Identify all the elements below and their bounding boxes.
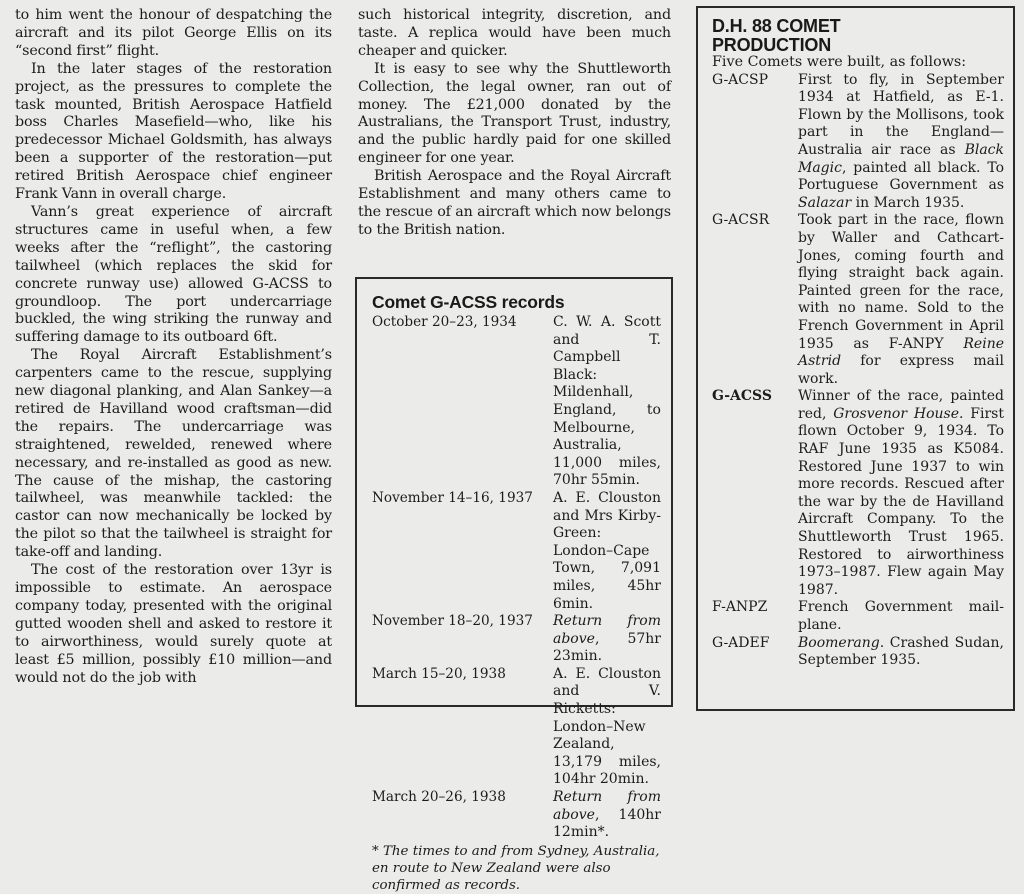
aircraft-name: Grosvenor House	[833, 405, 960, 422]
production-row	[712, 388, 1004, 599]
records-list	[372, 314, 661, 842]
history-text: First to fly, in September 1934 at Hatfield, as E-1. Flown by the Mollisons, took part in the England—Australia air race as	[798, 71, 1004, 158]
record-date: March 20–26, 1938	[372, 789, 506, 806]
record-row	[372, 789, 661, 842]
record-detail-wrap	[553, 789, 661, 842]
record-date: March 15–20, 1938	[372, 665, 506, 682]
registration-history	[798, 388, 1004, 599]
production-list	[712, 72, 1004, 670]
records-sidebar-box	[355, 277, 673, 893]
registration-history	[798, 72, 1004, 213]
record-date: October 20–23, 1934	[372, 314, 517, 330]
history-text: in March 1935.	[851, 194, 965, 211]
production-row	[712, 212, 1004, 388]
aircraft-name: Salazar	[798, 194, 852, 211]
aircraft-name: Reine Astrid	[798, 335, 1004, 370]
paragraph: to him went the honour of despatching the aircraft and its pilot George Ellis on its “second first” flight.	[15, 7, 332, 59]
paragraph: The cost of the restoration over 13yr is impossible to estimate. An aerospace company today, presented with the original gutted wooden shell and asked to restore it to airworthiness, would surely quote at least £5 million, possibly £10 million—and would not do the job with	[15, 562, 332, 686]
paragraph: Vann’s great experience of aircraft structures came in useful when, a few weeks after the “reflight”, the castoring tailwheel (which replaces the skid for concrete runway use) allowed G-ACSS to groundloop. The port undercarriage buckled, the wing striking the runway and suffering damage to its outboard 6ft.	[15, 203, 332, 346]
history-text: . First flown October 9, 1934. To RAF June 1935 as K5084. Restored June 1937 to win more records. Rescued after the war by the de Havilland Aircraft Company. To the Shuttleworth Trust 1965. Restored to airworthiness 1973–1987. Flew again May 1987.	[798, 405, 1004, 598]
records-footnote: * The times to and from Sydney, Australia, en route to New Zealand were also confirmed as records.	[372, 843, 660, 893]
history-text: . Crashed Sudan, September 1935.	[798, 634, 1004, 669]
registration: G-ACSP	[712, 71, 769, 88]
history-text: French Government mail-plane.	[798, 599, 1004, 633]
record-date: November 14–16, 1937	[372, 489, 533, 506]
production-box-title	[712, 17, 1004, 54]
record-detail-wrap	[553, 613, 661, 666]
registration: F-ANPZ	[712, 599, 768, 616]
record-detail: A. E. Clouston and V. Ricketts: London–New Zealand, 13,179 miles, 104hr 20min.	[553, 665, 661, 788]
article-column-2	[358, 7, 671, 240]
record-detail-italic: Return from above	[553, 613, 661, 647]
record-row	[372, 666, 661, 789]
record-row	[372, 613, 661, 666]
production-sidebar-box	[696, 6, 1015, 711]
record-detail: , 140hr 12min*.	[553, 806, 661, 841]
production-title-line-1: D.H. 88 COMET	[712, 16, 841, 36]
history-text: for express mail work.	[798, 353, 1004, 387]
record-detail-italic: Return from above	[553, 789, 661, 823]
record-detail: , 57hr 23min.	[553, 630, 661, 665]
production-row	[712, 599, 1004, 634]
registration: G-ACSR	[712, 212, 770, 229]
record-date: November 18–20, 1937	[372, 613, 533, 630]
registration: G-ADEF	[712, 634, 770, 651]
record-detail: C. W. A. Scott and T. Campbell Black: Mildenhall, England, to Melbourne, Australia, 11,000 miles, 70hr 55min.	[553, 314, 661, 489]
production-title-line-2: PRODUCTION	[712, 34, 831, 55]
record-row	[372, 314, 661, 490]
paragraph: In the later stages of the restoration project, as the pressures to complete the task mounted, British Aerospace Hatfield boss Charles Masefield—who, like his predecessor Michael Goldsmith, has always been a supporter of the restoration—put retired British Aerospace chief engineer Frank Vann in overall charge.	[15, 60, 332, 203]
paragraph: British Aerospace and the Royal Aircraft Establishment and many others came to the rescue of an aircraft which now belongs to the British nation.	[358, 168, 671, 238]
history-text: Took part in the race, flown by Waller and Cathcart-Jones, coming fourth and flying straight back again. Painted green for the race, with no name. Sold to the French Government in April 1935 as F-ANPY	[798, 212, 1004, 352]
paragraph: The Royal Aircraft Establishment’s carpenters came to the rescue, supplying new diagonal planking, and Alan Sankey—a retired de Havilland wood craftsman—did the repairs. The undercarriage was straightened, rewelded, renewed where necessary, and re-installed as good as new. The cause of the mishap, the castoring tailwheel, was meanwhile tackled: the castor can now mechanically be locked by the pilot so that the tailwheel is straight for take-off and landing.	[15, 347, 332, 561]
aircraft-name: Boomerang	[798, 634, 880, 651]
record-row	[372, 490, 661, 613]
paragraph: such historical integrity, discretion, and taste. A replica would have been much cheaper and quicker.	[358, 7, 671, 59]
registration-history	[798, 599, 1004, 634]
history-text: , painted all black. To Portuguese Government as	[798, 159, 1004, 194]
aircraft-name: Black Magic	[798, 141, 1004, 176]
article-column-1	[15, 7, 332, 687]
registration-history	[798, 635, 1004, 670]
history-text: Winner of the race, painted red,	[798, 388, 1004, 422]
production-row	[712, 635, 1004, 670]
registration-history	[798, 212, 1004, 388]
production-row	[712, 72, 1004, 213]
paragraph: It is easy to see why the Shuttleworth Collection, the legal owner, ran out of money. The £21,000 donated by the Australians, the Transport Trust, industry, and the public hardly paid for one skilled engineer for one year.	[358, 60, 671, 167]
production-intro: Five Comets were built, as follows:	[712, 54, 967, 70]
records-box-title: Comet G-ACSS records	[372, 292, 565, 312]
record-detail: A. E. Clouston and Mrs Kirby-Green: London–Cape Town, 7,091 miles, 45hr 6min.	[553, 489, 661, 612]
registration: G-ACSS	[712, 388, 772, 405]
